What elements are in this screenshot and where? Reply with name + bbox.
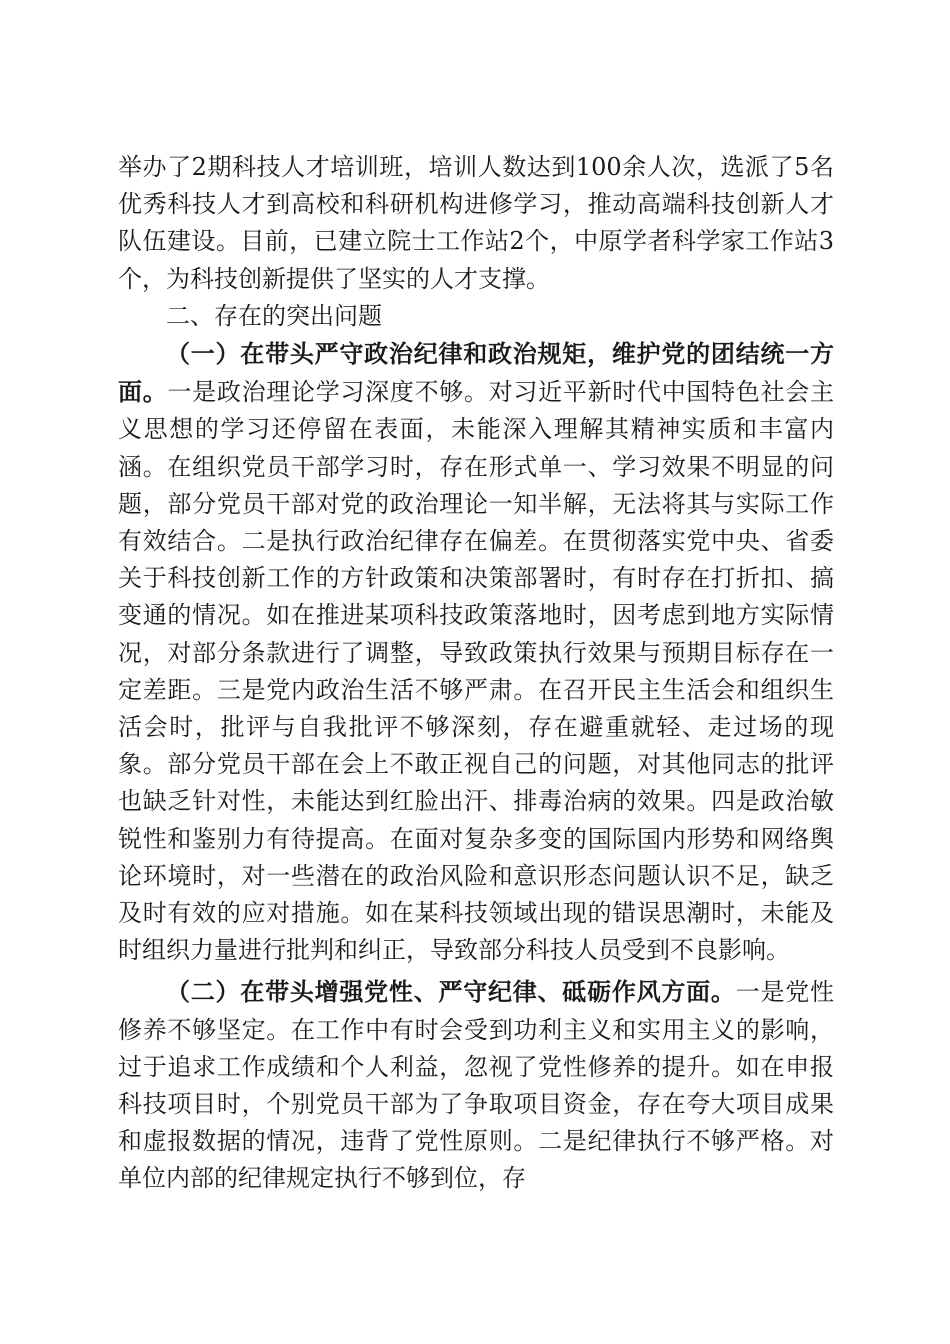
item-2-lead: （二）在带头增强党性、严守纪律、砥砺作风方面。	[166, 977, 736, 1007]
item-2-paragraph	[118, 973, 834, 1197]
item-1-lead: （一）在带头严守政治纪律和政治规矩，维护党的团结统一方面。	[118, 339, 834, 407]
item-1-paragraph	[118, 335, 834, 969]
item-2-body: 一是党性修养不够坚定。在工作中有时会受到功利主义和实用主义的影响，过于追求工作成绩和个人利益，忽视了党性修养的提升。如在申报科技项目时，个别党员干部为了争取项目资金，存在夸大项目成果和虚报数据的情况，违背了党性原则。二是纪律执行不够严格。对单位内部的纪律规定执行不够到位，存	[118, 978, 835, 1193]
intro-paragraph: 举办了2期科技人才培训班，培训人数达到100余人次，选派了5名优秀科技人才到高校和科研机构进修学习，推动高端科技创新人才队伍建设。目前，已建立院士工作站2个，中原学者科学家工作站3个，为科技创新提供了坚实的人才支撑。	[118, 153, 834, 293]
document-body	[118, 149, 834, 1198]
section-heading: 二、存在的突出问题	[166, 301, 382, 330]
item-1-body: 一是政治理论学习深度不够。对习近平新时代中国特色社会主义思想的学习还停留在表面，未能深入理解其精神实质和丰富内涵。在组织党员干部学习时，存在形式单一、学习效果不明显的问题，部分党员干部对党的政治理论一知半解，无法将其与实际工作有效结合。二是执行政治纪律存在偏差。在贯彻落实党中央、省委关于科技创新工作的方针政策和决策部署时，有时存在打折扣、搞变通的情况。如在推进某项科技政策落地时，因考虑到地方实际情况，对部分条款进行了调整，导致政策执行效果与预期目标存在一定差距。三是党内政治生活不够严肃。在召开民主生活会和组织生活会时，批评与自我批评不够深刻，存在避重就轻、走过场的现象。部分党员干部在会上不敢正视自己的问题，对其他同志的批评也缺乏针对性，未能达到红脸出汗、排毒治病的效果。四是政治敏锐性和鉴别力有待提高。在面对复杂多变的国际国内形势和网络舆论环境时，对一些潜在的政治风险和意识形态问题认识不足，缺乏及时有效的应对措施。如在某科技领域出现的错误思潮时，未能及时组织力量进行批判和纠正，导致部分科技人员受到不良影响。	[118, 378, 835, 965]
